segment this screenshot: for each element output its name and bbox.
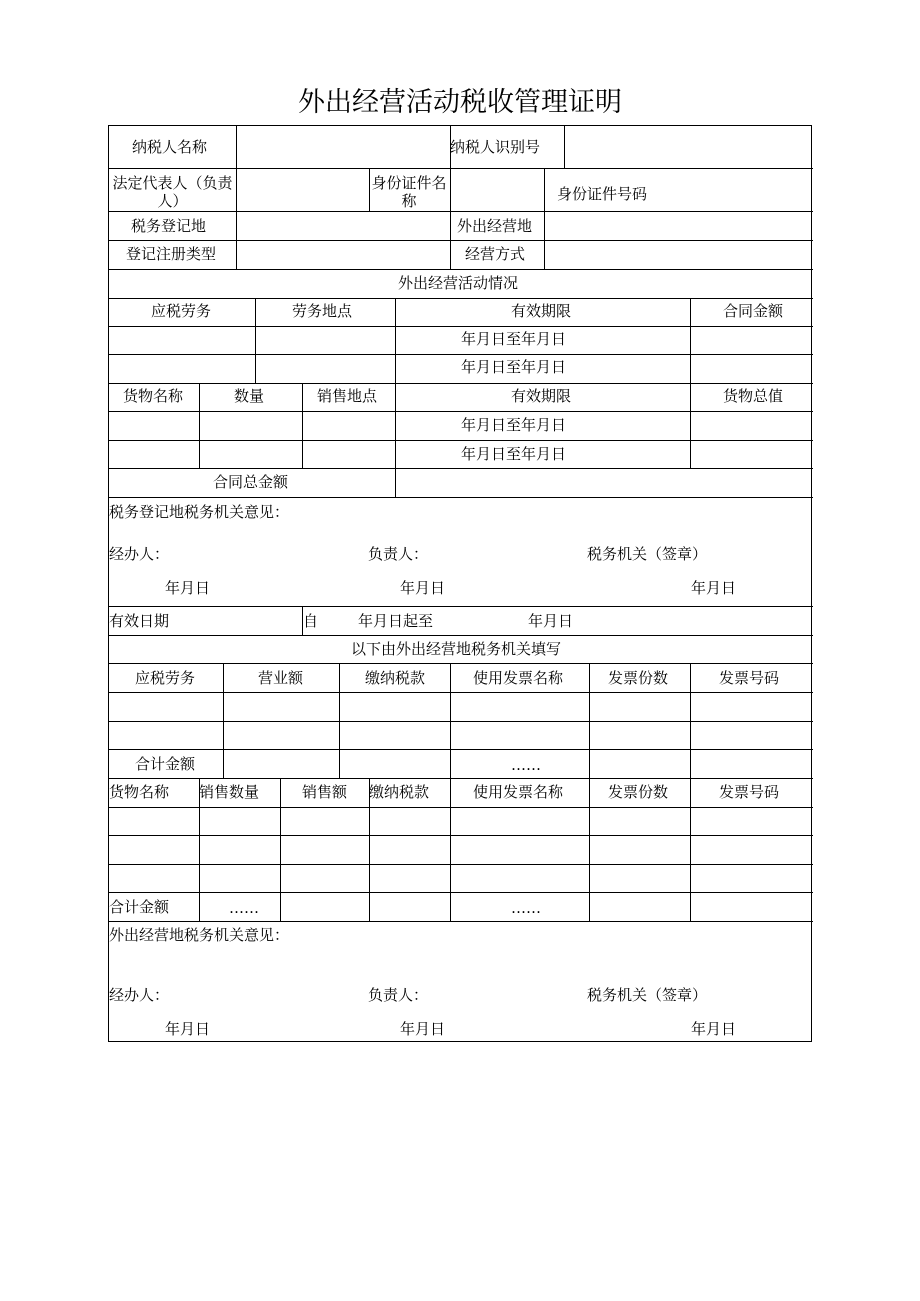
outbound-section-title: 以下由外出经营地税务机关填写 <box>351 640 562 658</box>
legal-rep-label: 法定代表人（负责人） <box>112 174 233 210</box>
date-label: 年月日 <box>400 579 446 597</box>
col-invoice-number: 发票号码 <box>719 783 780 801</box>
validity-start: 年月日起至 <box>358 612 434 630</box>
date-label: 年月日 <box>691 1020 737 1038</box>
date-label: 年月日 <box>165 1020 211 1038</box>
col-invoice-count: 发票份数 <box>608 783 669 801</box>
taxpayer-name-label: 纳税人名称 <box>132 138 208 156</box>
col-goods-name: 货物名称 <box>123 387 184 405</box>
col-invoice-name: 使用发票名称 <box>473 669 564 687</box>
total-amount-label: 合计金额 <box>135 755 196 773</box>
tax-reg-place-label: 税务登记地 <box>131 217 207 235</box>
col-validity: 有效期限 <box>511 302 572 320</box>
col-revenue: 营业额 <box>258 669 304 687</box>
col-taxable-service: 应税劳务 <box>135 669 196 687</box>
contract-total-label: 合同总金额 <box>213 473 289 491</box>
validity-label: 有效日期 <box>109 612 170 630</box>
ellipsis: …… <box>511 756 541 774</box>
col-sales-amount: 销售额 <box>302 783 348 801</box>
col-sales-location: 销售地点 <box>317 387 378 405</box>
ellipsis: …… <box>229 899 259 917</box>
responsible-label: 负责人： <box>368 545 429 563</box>
col-invoice-count: 发票份数 <box>608 669 669 687</box>
outbound-opinion-label: 外出经营地税务机关意见： <box>109 926 290 944</box>
validity-from: 自 <box>303 612 319 630</box>
biz-mode-label: 经营方式 <box>465 245 526 263</box>
handler-label: 经办人： <box>109 986 170 1004</box>
total-amount-label: 合计金额 <box>109 898 170 916</box>
taxpayer-id-label: 纳税人识别号 <box>450 138 541 156</box>
col-invoice-number: 发票号码 <box>719 669 780 687</box>
page-title: 外出经营活动税收管理证明 <box>298 87 622 118</box>
col-quantity: 数量 <box>234 387 265 405</box>
col-service-location: 劳务地点 <box>292 302 353 320</box>
col-contract-amount: 合同金额 <box>723 302 784 320</box>
period-text: 年月日至年月日 <box>461 445 567 463</box>
col-tax-paid: 缴纳税款 <box>369 783 430 801</box>
period-text: 年月日至年月日 <box>461 358 567 376</box>
date-label: 年月日 <box>165 579 211 597</box>
reg-type-label: 登记注册类型 <box>126 245 217 263</box>
ellipsis: …… <box>511 899 541 917</box>
col-invoice-name: 使用发票名称 <box>473 783 564 801</box>
col-goods-name: 货物名称 <box>109 783 170 801</box>
id-doc-name-label: 身份证件名称 <box>371 174 447 210</box>
handler-label: 经办人： <box>109 545 170 563</box>
reg-opinion-label: 税务登记地税务机关意见： <box>109 503 290 521</box>
col-sales-qty: 销售数量 <box>199 783 260 801</box>
seal-label: 税务机关（签章） <box>587 545 708 563</box>
col-goods-total: 货物总值 <box>723 387 784 405</box>
date-label: 年月日 <box>400 1020 446 1038</box>
validity-end: 年月日 <box>528 612 574 630</box>
id-doc-number-label: 身份证件号码 <box>557 185 648 203</box>
responsible-label: 负责人： <box>368 986 429 1004</box>
outbound-place-label: 外出经营地 <box>457 217 533 235</box>
activity-section-title: 外出经营活动情况 <box>398 274 519 292</box>
seal-label: 税务机关（签章） <box>587 986 708 1004</box>
date-label: 年月日 <box>691 579 737 597</box>
col-validity: 有效期限 <box>511 387 572 405</box>
col-taxable-service: 应税劳务 <box>151 302 212 320</box>
col-tax-paid: 缴纳税款 <box>365 669 426 687</box>
period-text: 年月日至年月日 <box>461 330 567 348</box>
period-text: 年月日至年月日 <box>461 416 567 434</box>
